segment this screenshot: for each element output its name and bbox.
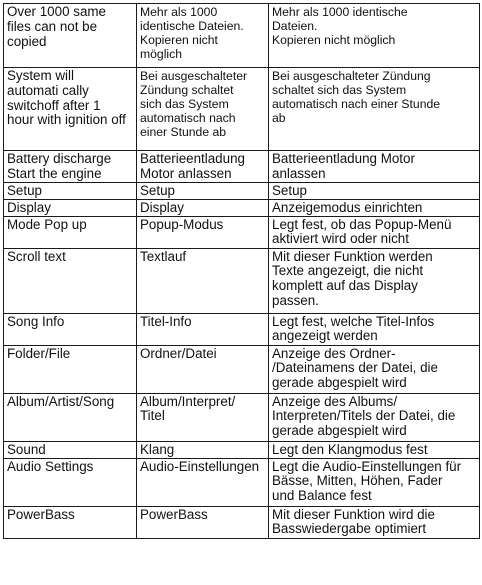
table-row xyxy=(4,458,480,506)
description-cell: Anzeige des Ordner- /Dateinamens der Datei, die gerade abgespielt wird xyxy=(269,345,480,393)
table-row xyxy=(4,441,480,458)
english-cell: Scroll text xyxy=(4,248,137,313)
description-cell: Mehr als 1000 identische Dateien. Kopieren nicht möglich xyxy=(269,4,480,68)
translation-table xyxy=(3,3,480,539)
german-cell: Setup xyxy=(137,182,269,199)
description-cell: Batterieentladung Motor anlassen xyxy=(269,151,480,183)
table-row xyxy=(4,248,480,313)
description-cell: Legt fest, welche Titel-Infos angezeigt werden xyxy=(269,313,480,345)
description-cell: Bei ausgeschalteter Zündung schaltet sich das System automatisch nach einer Stunde ab xyxy=(269,68,480,151)
german-cell: Batterieentladung Motor anlassen xyxy=(137,151,269,183)
table-row xyxy=(4,345,480,393)
description-cell: Anzeigemodus einrichten xyxy=(269,199,480,216)
english-cell: Over 1000 same files can not be copied xyxy=(4,4,137,68)
table-row xyxy=(4,68,480,151)
table-row xyxy=(4,216,480,248)
german-cell: PowerBass xyxy=(137,506,269,538)
german-cell: Popup-Modus xyxy=(137,216,269,248)
table-row xyxy=(4,4,480,68)
table-row xyxy=(4,313,480,345)
english-cell: Audio Settings xyxy=(4,458,137,506)
description-cell: Mit dieser Funktion werden Texte angezeigt, die nicht komplett auf das Display passen. xyxy=(269,248,480,313)
german-cell: Ordner/Datei xyxy=(137,345,269,393)
description-cell: Legt die Audio-Einstellungen für Bässe, Mitten, Höhen, Fader und Balance fest xyxy=(269,458,480,506)
german-cell: Textlauf xyxy=(137,248,269,313)
german-cell: Audio-Einstellungen xyxy=(137,458,269,506)
english-cell: PowerBass xyxy=(4,506,137,538)
english-cell: Song Info xyxy=(4,313,137,345)
description-cell: Legt fest, ob das Popup-Menü aktiviert wird oder nicht xyxy=(269,216,480,248)
english-cell: Folder/File xyxy=(4,345,137,393)
german-cell: Titel-Info xyxy=(137,313,269,345)
english-cell: Display xyxy=(4,199,137,216)
description-cell: Mit dieser Funktion wird die Basswiedergabe optimiert xyxy=(269,506,480,538)
table-row xyxy=(4,199,480,216)
description-cell: Setup xyxy=(269,182,480,199)
english-cell: Sound xyxy=(4,441,137,458)
english-cell: Album/Artist/Song xyxy=(4,393,137,441)
english-cell: Battery discharge Start the engine xyxy=(4,151,137,183)
german-cell: Bei ausgeschalteter Zündung schaltet sich das System automatisch nach einer Stunde ab xyxy=(137,68,269,151)
german-cell: Display xyxy=(137,199,269,216)
german-cell: Mehr als 1000 identische Dateien. Kopieren nicht möglich xyxy=(137,4,269,68)
german-cell: Klang xyxy=(137,441,269,458)
table-row xyxy=(4,151,480,183)
table-row xyxy=(4,182,480,199)
table-row xyxy=(4,506,480,538)
description-cell: Anzeige des Albums/ Interpreten/Titels der Datei, die gerade abgespielt wird xyxy=(269,393,480,441)
description-cell: Legt den Klangmodus fest xyxy=(269,441,480,458)
english-cell: System will automati cally switchoff after 1 hour with ignition off xyxy=(4,68,137,151)
table-row xyxy=(4,393,480,441)
english-cell: Mode Pop up xyxy=(4,216,137,248)
english-cell: Setup xyxy=(4,182,137,199)
german-cell: Album/Interpret/ Titel xyxy=(137,393,269,441)
